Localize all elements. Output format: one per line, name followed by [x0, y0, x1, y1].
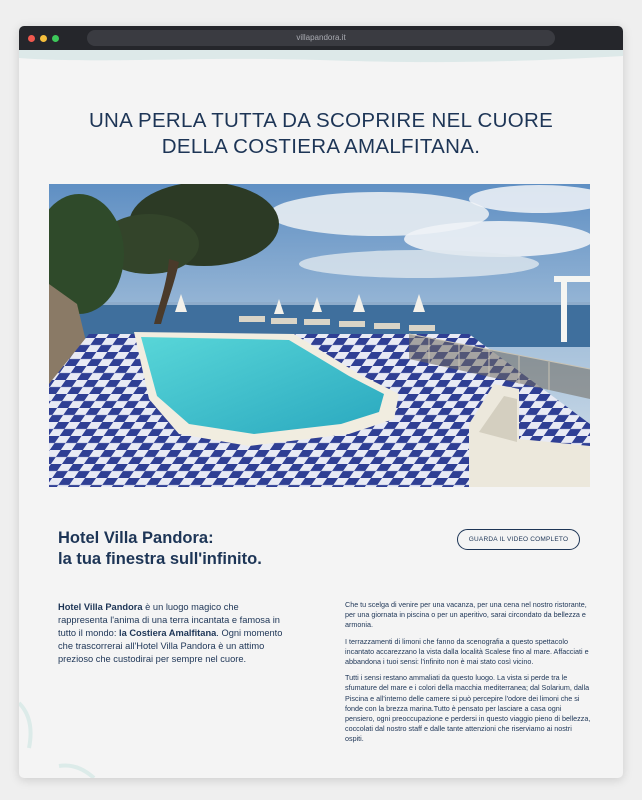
headline-line-1: UNA PERLA TUTTA DA SCOPRIRE NEL CUORE	[88, 109, 554, 132]
description-paragraph-3: Tutti i sensi restano ammaliati da questo luogo. La vista si perde tra le sfumature del mare e i colori della macchia mediterranea; dal Solarium, dalla Piscina e all'interno delle camere si può percepire l'odore dei limoni che si fonde con la brezza marina.Tutto è pensato per lasciare a casa ogni pensiero, ogni preoccupazione e perdersi in questo viaggio pieno di bellezza, coccolati dal nostro staff e dalle tante attenzioni che riserviamo ai nostri ospiti.	[345, 673, 591, 744]
minimize-window-icon[interactable]	[40, 35, 47, 42]
address-bar[interactable]: villapandora.it	[87, 30, 555, 46]
browser-titlebar	[19, 26, 623, 50]
wave-decoration	[19, 688, 99, 778]
hero-image	[49, 184, 590, 487]
intro-text-part-1: è un luogo magico che rappresenta l'anima di una terra incantata e famosa in tutto il mondo:	[58, 602, 280, 638]
close-window-icon[interactable]	[28, 35, 35, 42]
watch-video-button[interactable]: GUARDA IL VIDEO COMPLETO	[457, 529, 580, 550]
intro-text	[58, 601, 288, 666]
description-paragraph-1: Che tu scelga di venire per una vacanza, per una cena nel nostro ristorante, per una giornata in piscina o per un aperitivo, sarai circondato da bellezza e armonia.	[345, 600, 587, 630]
maximize-window-icon[interactable]	[52, 35, 59, 42]
description-text	[345, 600, 591, 751]
section-title	[58, 528, 358, 570]
browser-window	[19, 26, 623, 778]
section-title-line-1: Hotel Villa Pandora:	[58, 529, 214, 547]
place-name: la Costiera Amalfitana	[118, 628, 217, 638]
hotel-name: Hotel Villa Pandora	[58, 602, 143, 612]
headline-line-2: DELLA COSTIERA AMALFITANA.	[161, 135, 481, 158]
header-wave-decoration	[19, 50, 623, 66]
intro-text-part-2: . Ogni momento che trascorrerai all'Hotel Villa Pandora è un attimo prezioso che custodirai per sempre nel cuore.	[58, 628, 283, 664]
description-paragraph-2: I terrazzamenti di limoni che fanno da scenografia a questo spettacolo incantato accarezzano la vista dalla località Scalese fino al mare. Affacciati e abbandona i tuoi sensi: l'infinito non è mai stato così vicino.	[345, 636, 589, 667]
page-headline	[49, 108, 593, 160]
section-title-line-2: la tua finestra sull'infinito.	[58, 550, 262, 568]
